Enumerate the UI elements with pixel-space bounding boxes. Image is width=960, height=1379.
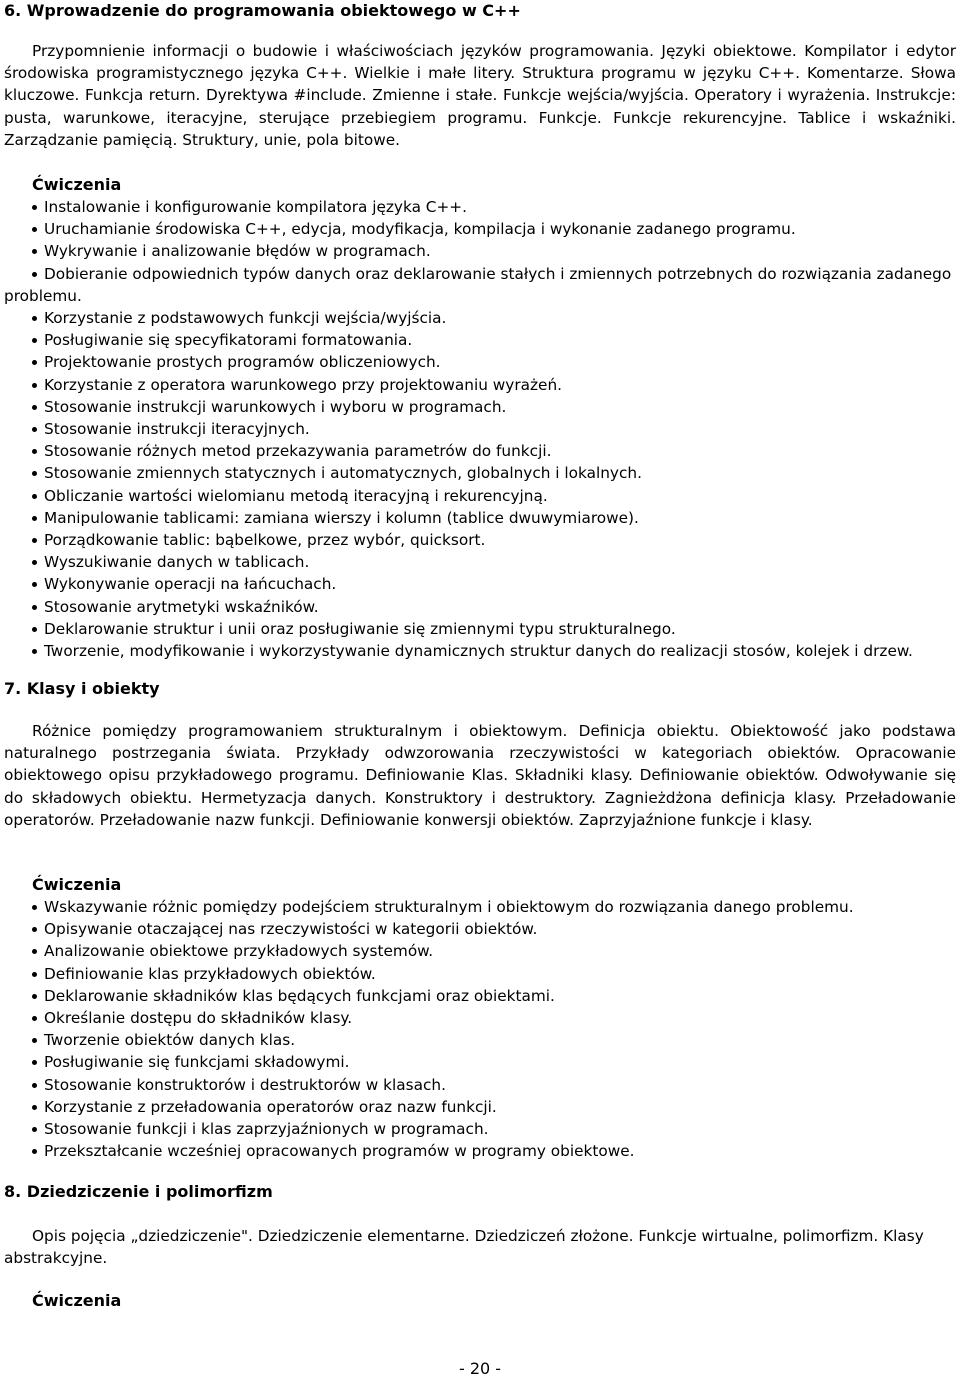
exercise-item [4,596,956,618]
bullet-icon [32,582,37,587]
bullet-icon [32,1060,37,1065]
bullet-icon [32,1149,37,1154]
exercise-item [4,529,956,551]
exercise-item [4,240,956,262]
exercise-text: Analizowanie obiektowe przykładowych systemów. [44,942,434,961]
bullet-icon [32,494,37,499]
exercise-text: Stosowanie zmiennych statycznych i automatycznych, globalnych i lokalnych. [44,464,642,483]
bullet-icon [32,627,37,632]
exercise-item [4,1118,956,1140]
exercise-item [4,551,956,573]
exercise-item [4,374,956,396]
exercise-item [4,1074,956,1096]
bullet-icon [32,405,37,410]
bullet-icon [32,383,37,388]
bullet-icon [32,272,37,277]
section-intro: Przypomnienie informacji o budowie i właściwościach języków programowania. Języki obiektowe. Kompilator i edytor środowiska programistycznego języka C++. Wielkie i małe litery. Struktura programu w języku C++. Komentarze. Słowa kluczowe. Funkcja return. Dyrektywa #include. Zmienne i stałe. Funkcje wejścia/wyjścia. Operatory i wyrażenia. Instrukcje: pusta, warunkowe, iteracyjne, sterujące przebiegiem programu. Funkcje. Funkcje rekurencyjne. Tablice i wskaźniki. Zarządzanie pamięcią. Struktury, unie, pola bitowe. [4,42,956,149]
exercises-title: Ćwiczenia [32,875,122,894]
exercise-text: Wskazywanie różnic pomiędzy podejściem strukturalnym i obiektowym do rozwiązania danego problemu. [44,898,854,916]
exercise-item [4,1029,956,1051]
exercise-text: Tworzenie, modyfikowanie i wykorzystywanie dynamicznych struktur danych do realizacji stosów, kolejek i drzew. [44,642,913,661]
exercise-item [4,618,956,640]
section-heading: 6. Wprowadzenie do programowania obiektowego w C++ [4,1,521,20]
bullet-icon [32,449,37,454]
exercise-text: Stosowanie arytmetyki wskaźników. [44,597,319,616]
exercise-text: Stosowanie instrukcji iteracyjnych. [44,420,310,439]
section-heading: 8. Dziedziczenie i polimorfizm [4,1182,273,1201]
bullet-icon [32,538,37,543]
exercise-item [4,485,956,507]
bullet-icon [32,905,37,910]
exercise-text: Projektowanie prostych programów obliczeniowych. [44,353,441,372]
page-number: - 20 - [458,1359,502,1378]
exercise-item [4,1051,956,1073]
exercise-text: Deklarowanie składników klas będących funkcjami oraz obiektami. [44,986,555,1005]
exercise-text: Dobieranie odpowiednich typów danych oraz deklarowanie stałych i zmiennych potrzebnych do rozwiązania zadanego problemu. [4,264,952,305]
exercise-item [4,351,956,373]
exercises-title: Ćwiczenia [32,1291,122,1310]
bullet-icon [32,927,37,932]
exercise-text: Stosowanie różnych metod przekazywania parametrów do funkcji. [44,442,552,461]
exercise-item [4,1096,956,1118]
bullet-icon [32,205,37,210]
exercise-text: Stosowanie konstruktorów i destruktorów w klasach. [44,1075,446,1094]
bullet-icon [32,316,37,321]
exercise-text: Wyszukiwanie danych w tablicach. [44,553,310,572]
exercise-item [4,963,956,985]
bullet-icon [32,649,37,654]
exercise-text: Porządkowanie tablic: bąbelkowe, przez wybór, quicksort. [44,531,486,550]
exercise-text: Deklarowanie struktur i unii oraz posługiwanie się zmiennymi typu strukturalnego. [44,619,676,638]
exercise-item [4,640,956,662]
exercise-text: Wykonywanie operacji na łańcuchach. [44,575,337,594]
exercise-item [4,196,956,218]
section-intro: Opis pojęcia „dziedziczenie". Dziedziczenie elementarne. Dziedziczeń złożone. Funkcje wirtualne, polimorfizm. Klasy abstrakcyjne. [4,1227,924,1268]
exercise-text: Tworzenie obiektów danych klas. [44,1031,296,1050]
exercise-item [4,307,956,329]
bullet-icon [32,338,37,343]
bullet-icon [32,994,37,999]
exercise-list [4,196,956,662]
exercise-text: Uruchamianie środowiska C++, edycja, modyfikacja, kompilacja i wykonanie zadanego programu. [44,220,796,239]
exercise-text: Posługiwanie się specyfikatorami formatowania. [44,331,413,350]
exercise-item [4,329,956,351]
exercise-item [4,263,956,307]
exercise-item [4,418,956,440]
exercise-text: Instalowanie i konfigurowanie kompilatora języka C++. [44,198,467,216]
bullet-icon [32,249,37,254]
exercise-text: Korzystanie z operatora warunkowego przy projektowaniu wyrażeń. [44,375,563,394]
bullet-icon [32,1105,37,1110]
bullet-icon [32,1016,37,1021]
exercise-text: Korzystanie z podstawowych funkcji wejścia/wyjścia. [44,309,447,328]
exercise-text: Stosowanie instrukcji warunkowych i wyboru w programach. [44,397,507,416]
exercise-text: Wykrywanie i analizowanie błędów w programach. [44,242,431,261]
exercise-item [4,218,956,240]
exercise-text: Obliczanie wartości wielomianu metodą iteracyjną i rekurencyjną. [44,486,548,505]
exercise-item [4,985,956,1007]
bullet-icon [32,1038,37,1043]
exercise-text: Posługiwanie się funkcjami składowymi. [44,1053,350,1072]
exercise-item [4,940,956,962]
bullet-icon [32,360,37,365]
bullet-icon [32,560,37,565]
exercise-item [4,896,956,918]
bullet-icon [32,471,37,476]
exercise-item [4,918,956,940]
exercise-text: Przekształcanie wcześniej opracowanych programów w programy obiektowe. [44,1142,635,1161]
bullet-icon [32,1083,37,1088]
exercise-text: Określanie dostępu do składników klasy. [44,1009,353,1028]
exercise-list [4,896,956,1162]
bullet-icon [32,516,37,521]
section-heading: 7. Klasy i obiekty [4,679,160,698]
exercise-text: Korzystanie z przeładowania operatorów oraz nazw funkcji. [44,1097,497,1116]
exercise-item [4,1007,956,1029]
bullet-icon [32,1127,37,1132]
bullet-icon [32,949,37,954]
exercise-item [4,507,956,529]
bullet-icon [32,227,37,232]
bullet-icon [32,427,37,432]
bullet-icon [32,605,37,610]
section-intro: Różnice pomiędzy programowaniem strukturalnym i obiektowym. Definicja obiektu. Obiektowość jako podstawa naturalnego postrzegania świata. Przykłady odwzorowania rzeczywistości w kategoriach obiektów. Opracowanie obiektowego opisu przykładowego programu. Definiowanie Klas. Składniki klasy. Definiowanie obiektów. Odwoływanie się do składowych obiektu. Hermetyzacja danych. Konstruktory i destruktory. Zagnieżdżona definicja klasy. Przeładowanie operatorów. Przeładowanie nazw funkcji. Definiowanie konwersji obiektów. Zaprzyjaźnione funkcje i klasy. [4,722,956,829]
exercise-text: Stosowanie funkcji i klas zaprzyjaźnionych w programach. [44,1120,489,1139]
exercise-item [4,396,956,418]
exercise-text: Opisywanie otaczającej nas rzeczywistości w kategorii obiektów. [44,920,538,939]
exercise-text: Manipulowanie tablicami: zamiana wierszy i kolumn (tablice dwuwymiarowe). [44,508,639,527]
exercise-item [4,573,956,595]
exercise-item [4,1140,956,1162]
exercises-title: Ćwiczenia [32,175,122,194]
exercise-text: Definiowanie klas przykładowych obiektów. [44,964,376,983]
exercise-item [4,462,956,484]
bullet-icon [32,972,37,977]
exercise-item [4,440,956,462]
